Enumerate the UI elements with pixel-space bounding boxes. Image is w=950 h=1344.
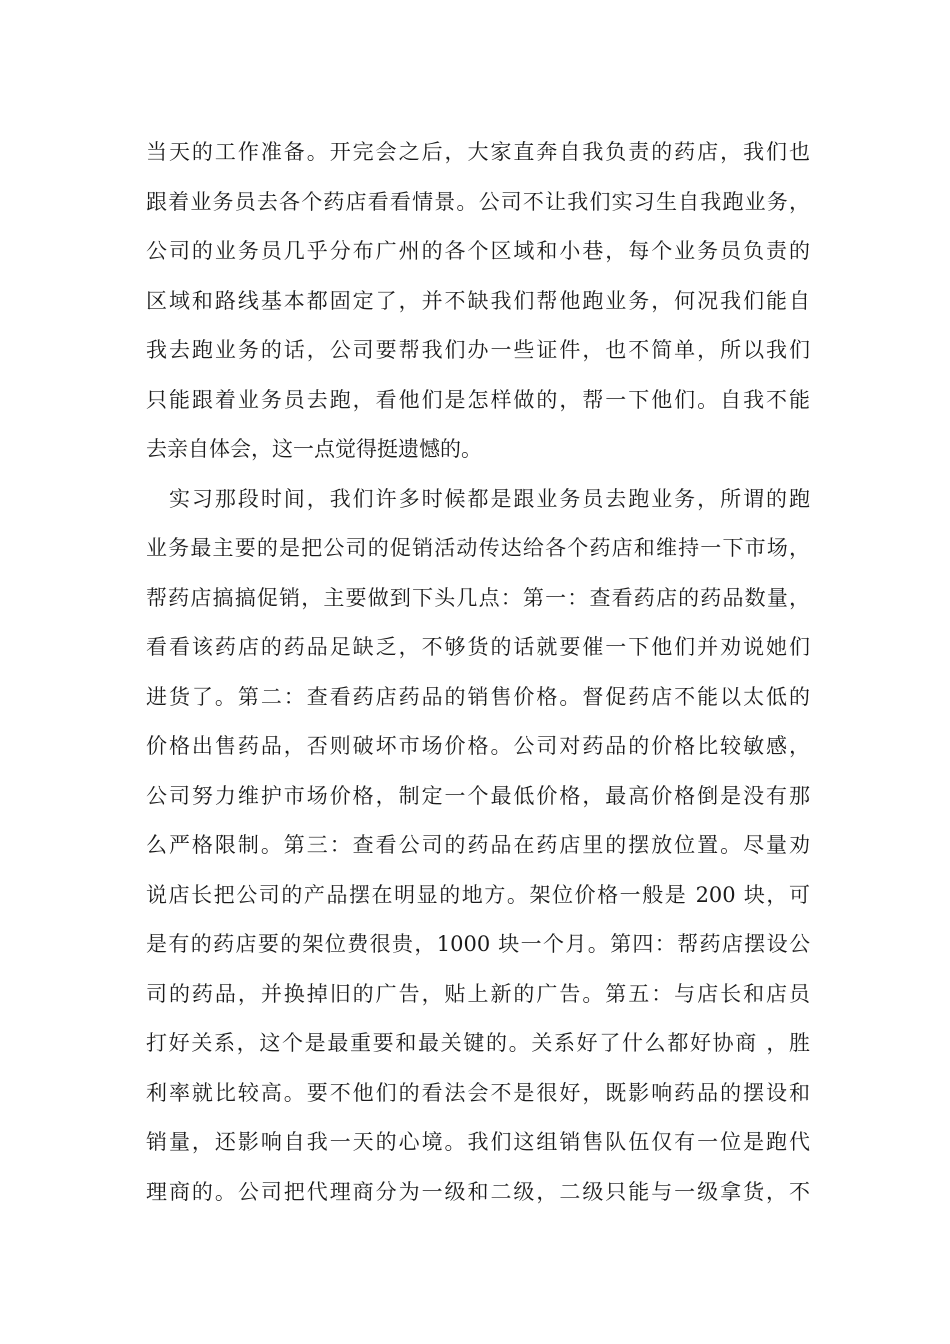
text-line: 司的药品，并换掉旧的广告，贴上新的广告。第五：与店长和店员	[146, 981, 810, 1006]
text-line: 去亲自体会，这一点觉得挺遗憾的。	[146, 437, 482, 461]
text-line: 进货了。第二：查看药店药品的销售价格。督促药店不能以太低的	[146, 684, 810, 709]
text-line: 我去跑业务的话，公司要帮我们办一些证件，也不简单，所以我们	[146, 338, 810, 362]
text-line: 区域和路线基本都固定了，并不缺我们帮他跑业务，何况我们能自	[146, 288, 810, 313]
text-line: 看看该药店的药品足缺乏，不够货的话就要催一下他们并劝说她们	[146, 635, 810, 659]
text-line: 公司的业务员几乎分布广州的各个区域和小巷，每个业务员负责的	[146, 239, 810, 263]
text-line: 当天的工作准备。开完会之后，大家直奔自我负责的药店，我们也	[146, 140, 810, 164]
text-line: 帮药店搞搞促销，主要做到下头几点：第一：查看药店的药品数量，	[146, 585, 810, 610]
text-line: 实习那段时间，我们许多时候都是跟业务员去跑业务，所谓的跑	[146, 486, 810, 511]
text-line: 公司努力维护市场价格，制定一个最低价格，最高价格倒是没有那	[146, 783, 810, 808]
text-line: 只能跟着业务员去跑，看他们是怎样做的，帮一下他们。自我不能	[146, 387, 810, 412]
text-line: 是有的药店要的架位费很贵，1000 块一个月。第四：帮药店摆设公	[146, 932, 810, 956]
body-text	[146, 128, 810, 1217]
text-line: 理商的。公司把代理商分为一级和二级，二级只能与一级拿货，不	[146, 1179, 810, 1204]
text-line: 业务最主要的是把公司的促销活动传达给各个药店和维持一下市场，	[146, 536, 810, 560]
text-line: 打好关系，这个是最重要和最关键的。关系好了什么都好协商 ，胜	[146, 1031, 810, 1055]
text-line: 跟着业务员去各个药店看看情景。公司不让我们实习生自我跑业务，	[146, 189, 810, 214]
text-line: 价格出售药品，否则破坏市场价格。公司对药品的价格比较敏感，	[146, 734, 810, 758]
text-line: 么严格限制。第三：查看公司的药品在药店里的摆放位置。尽量劝	[146, 833, 810, 857]
text-line: 说店长把公司的产品摆在明显的地方。架位价格一般是 200 块，可	[146, 882, 810, 907]
text-line: 利率就比较高。要不他们的看法会不是很好，既影响药品的摆设和	[146, 1080, 810, 1105]
text-line: 销量，还影响自我一天的心境。我们这组销售队伍仅有一位是跑代	[146, 1130, 810, 1154]
